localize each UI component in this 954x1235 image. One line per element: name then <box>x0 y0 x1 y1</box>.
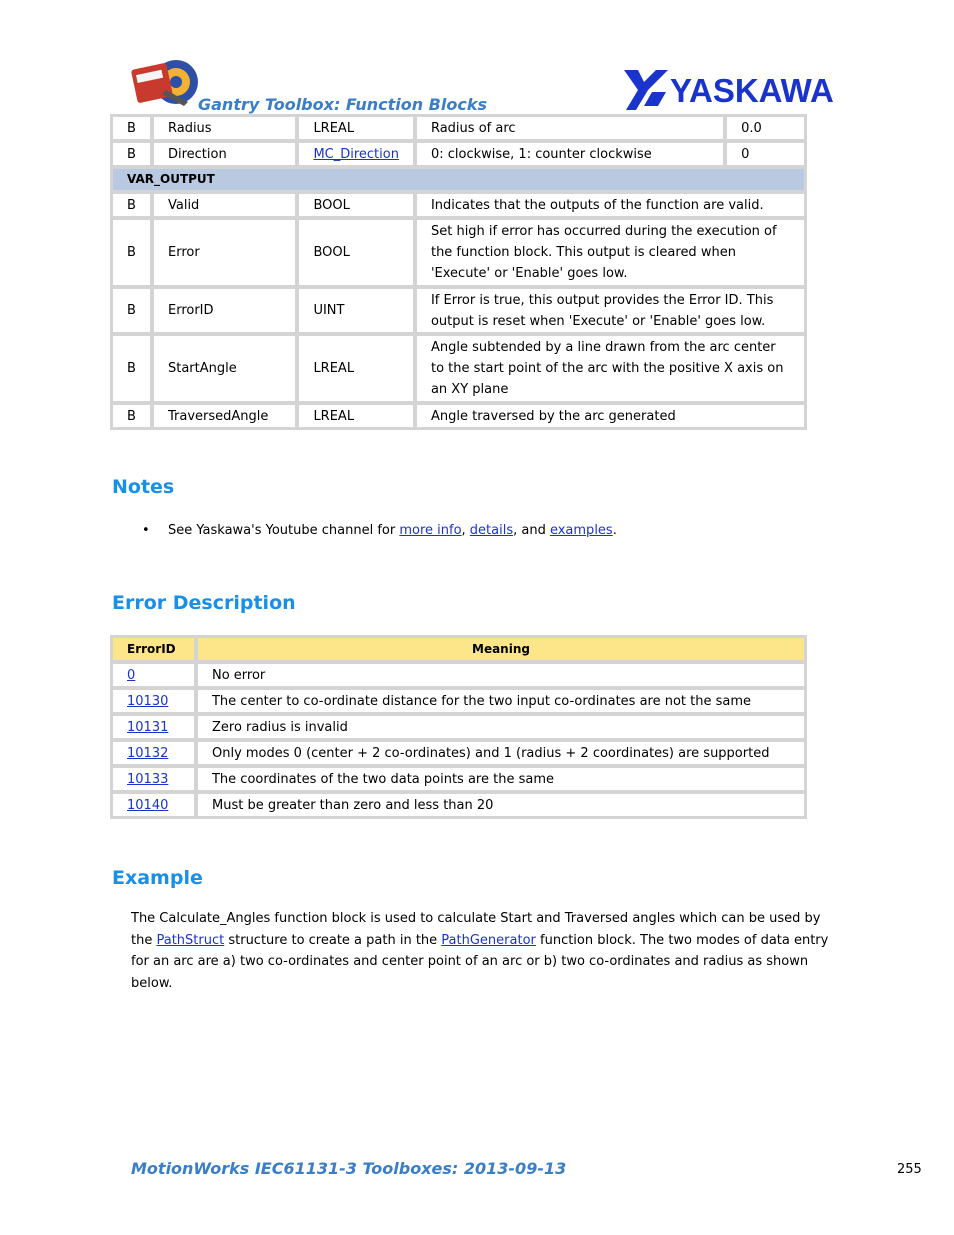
var-name-cell: Error <box>153 219 296 286</box>
brand-name: YASKAWA <box>670 72 834 109</box>
notes-text-end: . <box>612 523 617 538</box>
section-row <box>112 168 805 191</box>
error-id-cell <box>112 793 195 817</box>
meaning-cell: The center to co-ordinate distance for the two input co-ordinates are not the same <box>197 689 805 713</box>
error-id-link[interactable]: 0 <box>127 667 136 683</box>
table-row <box>112 335 805 402</box>
table-row <box>112 404 805 428</box>
type-cell: LREAL <box>298 116 414 140</box>
notes-separator: , and <box>513 523 550 538</box>
error-id-cell <box>112 741 195 765</box>
scope-cell: B <box>112 193 151 217</box>
section-label: VAR_OUTPUT <box>112 168 805 191</box>
type-cell: BOOL <box>298 193 414 217</box>
page-number: 255 <box>897 1162 922 1177</box>
table-row <box>112 663 805 687</box>
error-id-link[interactable]: 10130 <box>127 693 169 709</box>
notes-text: See Yaskawa's Youtube channel for <box>168 523 400 538</box>
yaskawa-logo <box>622 66 844 112</box>
header-title: Gantry Toolbox: Function Blocks <box>198 95 487 114</box>
scope-cell: B <box>112 219 151 286</box>
type-cell: UINT <box>298 288 414 333</box>
default-cell: 0.0 <box>726 116 805 140</box>
desc-cell: Indicates that the outputs of the function are valid. <box>416 193 805 217</box>
desc-cell: Set high if error has occurred during the execution of the function block. This output is cleared when 'Execute' or 'Enable' goes low. <box>416 219 805 286</box>
var-name-cell: ErrorID <box>153 288 296 333</box>
gantry-toolbox-logo <box>130 56 200 110</box>
mc-direction-link[interactable]: MC_Direction <box>313 146 399 162</box>
error-table <box>110 635 807 819</box>
example-text: structure to create a path in the <box>224 932 442 948</box>
error-description-heading: Error Description <box>112 592 296 614</box>
var-name-cell: TraversedAngle <box>153 404 296 428</box>
pathgenerator-link[interactable]: PathGenerator <box>441 932 536 948</box>
desc-cell: If Error is true, this output provides the Error ID. This output is reset when 'Execute' or 'Enable' goes low. <box>416 288 805 333</box>
notes-list-item <box>142 523 617 538</box>
var-name-cell: Valid <box>153 193 296 217</box>
error-id-link[interactable]: 10133 <box>127 771 169 787</box>
error-id-link[interactable]: 10131 <box>127 719 169 735</box>
table-row <box>112 767 805 791</box>
more-info-link[interactable]: more info <box>399 523 462 538</box>
example-paragraph <box>131 908 831 994</box>
example-text: function block. The two modes of data entry for an arc are a) two co-ordinates and center point of an arc or b) two co-ordinates and radius as shown below. <box>131 932 829 991</box>
pathstruct-link[interactable]: PathStruct <box>156 932 225 948</box>
bullet-icon: • <box>142 523 150 538</box>
col-header-meaning: Meaning <box>197 637 805 661</box>
scope-cell: B <box>112 404 151 428</box>
meaning-cell: The coordinates of the two data points are the same <box>197 767 805 791</box>
table-row <box>112 793 805 817</box>
details-link[interactable]: details <box>469 523 514 538</box>
table-header-row <box>112 637 805 661</box>
table-row <box>112 741 805 765</box>
variables-table <box>110 114 807 430</box>
table-row <box>112 715 805 739</box>
error-id-cell <box>112 689 195 713</box>
example-text: The Calculate_Angles function block is used to calculate Start and Traversed angles which can be used by the <box>131 911 821 948</box>
var-name-cell: Direction <box>153 142 296 166</box>
notes-separator: , <box>461 523 470 538</box>
error-id-link[interactable]: 10132 <box>127 745 169 761</box>
example-heading: Example <box>112 867 203 889</box>
var-name-cell: StartAngle <box>153 335 296 402</box>
type-cell: LREAL <box>298 404 414 428</box>
error-id-cell <box>112 715 195 739</box>
error-id-cell <box>112 767 195 791</box>
footer-title: MotionWorks IEC61131-3 Toolboxes: 2013-09-13 <box>131 1159 567 1178</box>
var-name-cell: Radius <box>153 116 296 140</box>
col-header-errorid: ErrorID <box>112 637 195 661</box>
desc-cell: Angle subtended by a line drawn from the arc center to the start point of the arc with the positive X axis on an XY plane <box>416 335 805 402</box>
meaning-cell: Must be greater than zero and less than 20 <box>197 793 805 817</box>
table-row <box>112 193 805 217</box>
scope-cell: B <box>112 142 151 166</box>
default-cell: 0 <box>726 142 805 166</box>
desc-cell: Radius of arc <box>416 116 724 140</box>
scope-cell: B <box>112 335 151 402</box>
type-cell <box>298 142 414 166</box>
table-row <box>112 689 805 713</box>
type-cell: LREAL <box>298 335 414 402</box>
desc-cell: 0: clockwise, 1: counter clockwise <box>416 142 724 166</box>
scope-cell: B <box>112 116 151 140</box>
meaning-cell: Only modes 0 (center + 2 co-ordinates) and 1 (radius + 2 coordinates) are supported <box>197 741 805 765</box>
meaning-cell: No error <box>197 663 805 687</box>
table-row <box>112 142 805 166</box>
error-id-link[interactable]: 10140 <box>127 797 169 813</box>
meaning-cell: Zero radius is invalid <box>197 715 805 739</box>
table-row <box>112 288 805 333</box>
notes-heading: Notes <box>112 476 175 498</box>
type-cell: BOOL <box>298 219 414 286</box>
examples-link[interactable]: examples <box>549 523 613 538</box>
table-row <box>112 219 805 286</box>
desc-cell: Angle traversed by the arc generated <box>416 404 805 428</box>
table-row <box>112 116 805 140</box>
scope-cell: B <box>112 288 151 333</box>
error-id-cell <box>112 663 195 687</box>
